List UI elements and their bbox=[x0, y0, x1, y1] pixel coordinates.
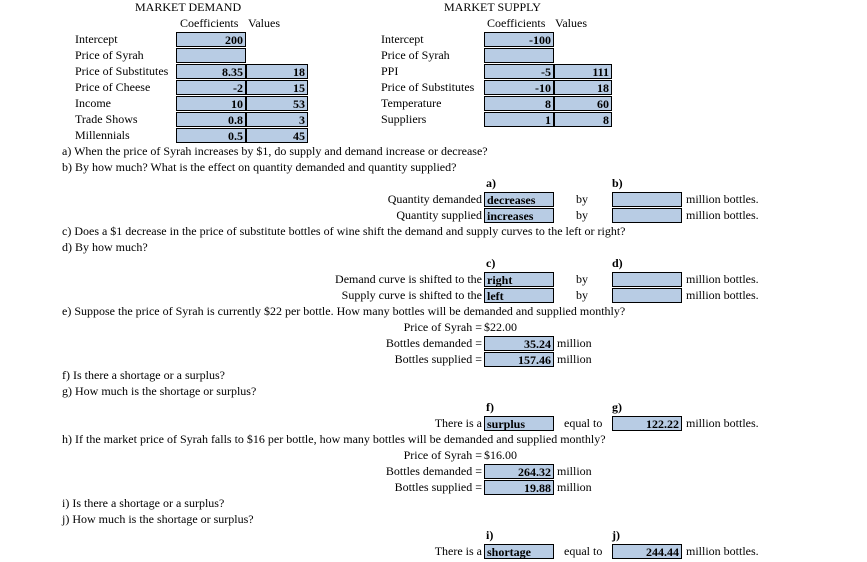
supply-value-ppi[interactable]: 111 bbox=[554, 64, 612, 79]
tag-a: a) bbox=[486, 176, 496, 190]
supply-label-ppi: PPI bbox=[381, 64, 399, 78]
supply-shift-by: by bbox=[576, 288, 588, 302]
supply-coef-price-syrah[interactable] bbox=[484, 48, 554, 63]
demand-shift-unit: million bottles. bbox=[686, 272, 759, 286]
question-c: c) Does a $1 decrease in the price of substitute bottles of wine shift the demand and supply curves to the left or right? bbox=[62, 224, 626, 238]
f-answer[interactable]: surplus bbox=[484, 416, 554, 431]
h-price-label: Price of Syrah = bbox=[403, 448, 482, 462]
qty-demanded-amount[interactable] bbox=[612, 192, 682, 207]
question-d: d) By how much? bbox=[62, 240, 148, 254]
demand-shift-by: by bbox=[576, 272, 588, 286]
supply-shift-amount[interactable] bbox=[612, 288, 682, 303]
g-unit: million bottles. bbox=[686, 416, 759, 430]
demand-col-coefficients: Coefficients bbox=[180, 16, 239, 30]
g-amount[interactable]: 122.22 bbox=[612, 416, 682, 431]
qty-supplied-unit: million bottles. bbox=[686, 208, 759, 222]
demand-coef-price-cheese[interactable]: -2 bbox=[176, 80, 246, 95]
demand-shift-answer[interactable]: right bbox=[484, 272, 554, 287]
h-demanded-label: Bottles demanded = bbox=[385, 464, 482, 478]
demand-value-price-substitutes[interactable]: 18 bbox=[246, 64, 308, 79]
supply-shift-answer[interactable]: left bbox=[484, 288, 554, 303]
tag-b: b) bbox=[612, 176, 623, 190]
demand-value-price-cheese[interactable]: 15 bbox=[246, 80, 308, 95]
question-g: g) How much is the shortage or surplus? bbox=[62, 384, 257, 398]
h-demanded-unit: million bbox=[557, 464, 592, 478]
question-e: e) Suppose the price of Syrah is currently $22 per bottle. How many bottles will be demanded and supplied monthly? bbox=[62, 304, 626, 318]
demand-label-income: Income bbox=[75, 96, 111, 110]
demand-coef-millennials[interactable]: 0.5 bbox=[176, 128, 246, 143]
supply-coef-temperature[interactable]: 8 bbox=[484, 96, 554, 111]
supply-coef-suppliers[interactable]: 1 bbox=[484, 112, 554, 127]
demand-coef-price-substitutes[interactable]: 8.35 bbox=[176, 64, 246, 79]
demand-label-intercept: Intercept bbox=[75, 32, 118, 46]
demand-value-income[interactable]: 53 bbox=[246, 96, 308, 111]
f-there-is-label: There is a bbox=[434, 416, 482, 430]
demand-label-trade-shows: Trade Shows bbox=[75, 112, 138, 126]
i-there-is-label: There is a bbox=[434, 544, 482, 558]
supply-label-intercept: Intercept bbox=[381, 32, 424, 46]
supply-coef-ppi[interactable]: -5 bbox=[484, 64, 554, 79]
h-demanded-value[interactable]: 264.32 bbox=[484, 464, 554, 479]
e-supplied-unit: million bbox=[557, 352, 592, 366]
e-supplied-label: Bottles supplied = bbox=[394, 352, 482, 366]
supply-coef-price-substitutes[interactable]: -10 bbox=[484, 80, 554, 95]
supply-col-values: Values bbox=[555, 16, 587, 30]
qty-supplied-amount[interactable] bbox=[612, 208, 682, 223]
demand-coef-trade-shows[interactable]: 0.8 bbox=[176, 112, 246, 127]
tag-c: c) bbox=[486, 256, 496, 270]
demand-value-trade-shows[interactable]: 3 bbox=[246, 112, 308, 127]
demand-label-price-syrah: Price of Syrah bbox=[75, 48, 144, 62]
tag-f: f) bbox=[486, 400, 494, 414]
h-supplied-unit: million bbox=[557, 480, 592, 494]
e-demanded-label: Bottles demanded = bbox=[385, 336, 482, 350]
qty-demanded-unit: million bottles. bbox=[686, 192, 759, 206]
supply-value-suppliers[interactable]: 8 bbox=[554, 112, 612, 127]
qty-demanded-by: by bbox=[576, 192, 588, 206]
supply-label-suppliers: Suppliers bbox=[381, 112, 427, 126]
question-a: a) When the price of Syrah increases by $1, do supply and demand increase or decrease? bbox=[62, 144, 488, 158]
h-supplied-value[interactable]: 19.88 bbox=[484, 480, 554, 495]
e-price-label: Price of Syrah = bbox=[403, 320, 482, 334]
e-price-value: $22.00 bbox=[484, 320, 517, 334]
qty-supplied-label: Quantity supplied bbox=[396, 208, 482, 222]
j-equal-to: equal to bbox=[564, 544, 603, 558]
demand-label-price-substitutes: Price of Substitutes bbox=[75, 64, 169, 78]
supply-shift-unit: million bottles. bbox=[686, 288, 759, 302]
demand-value-millennials[interactable]: 45 bbox=[246, 128, 308, 143]
supply-value-temperature[interactable]: 60 bbox=[554, 96, 612, 111]
tag-i: i) bbox=[486, 528, 494, 542]
supply-label-price-syrah: Price of Syrah bbox=[381, 48, 450, 62]
tag-d: d) bbox=[612, 256, 623, 270]
question-b: b) By how much? What is the effect on quantity demanded and quantity supplied? bbox=[62, 160, 457, 174]
supply-label-temperature: Temperature bbox=[381, 96, 442, 110]
supply-shift-label: Supply curve is shifted to the bbox=[341, 288, 482, 302]
demand-shift-amount[interactable] bbox=[612, 272, 682, 287]
e-demanded-unit: million bbox=[557, 336, 592, 350]
g-equal-to: equal to bbox=[564, 416, 603, 430]
qty-demanded-label: Quantity demanded bbox=[387, 192, 482, 206]
demand-shift-label: Demand curve is shifted to the bbox=[335, 272, 482, 286]
demand-coef-income[interactable]: 10 bbox=[176, 96, 246, 111]
h-supplied-label: Bottles supplied = bbox=[394, 480, 482, 494]
j-amount[interactable]: 244.44 bbox=[612, 544, 682, 559]
qty-demanded-answer[interactable]: decreases bbox=[484, 192, 554, 207]
demand-title: MARKET DEMAND bbox=[135, 0, 242, 14]
demand-coef-intercept[interactable]: 200 bbox=[176, 32, 246, 47]
question-h: h) If the market price of Syrah falls to $16 per bottle, how many bottles will be demanded and supplied monthly? bbox=[62, 432, 606, 446]
question-j: j) How much is the shortage or surplus? bbox=[62, 512, 254, 526]
supply-value-price-substitutes[interactable]: 18 bbox=[554, 80, 612, 95]
h-price-value: $16.00 bbox=[484, 448, 517, 462]
i-answer[interactable]: shortage bbox=[484, 544, 554, 559]
e-supplied-value[interactable]: 157.46 bbox=[484, 352, 554, 367]
qty-supplied-by: by bbox=[576, 208, 588, 222]
demand-label-price-cheese: Price of Cheese bbox=[75, 80, 151, 94]
tag-g: g) bbox=[612, 400, 622, 414]
supply-title: MARKET SUPPLY bbox=[444, 0, 541, 14]
j-unit: million bottles. bbox=[686, 544, 759, 558]
demand-col-values: Values bbox=[248, 16, 280, 30]
supply-coef-intercept[interactable]: -100 bbox=[484, 32, 554, 47]
question-i: i) Is there a shortage or a surplus? bbox=[62, 496, 225, 510]
demand-label-millennials: Millennials bbox=[75, 128, 130, 142]
qty-supplied-answer[interactable]: increases bbox=[484, 208, 554, 223]
question-f: f) Is there a shortage or a surplus? bbox=[62, 368, 225, 382]
e-demanded-value[interactable]: 35.24 bbox=[484, 336, 554, 351]
tag-j: j) bbox=[612, 528, 620, 542]
supply-col-coefficients: Coefficients bbox=[487, 16, 546, 30]
demand-coef-price-syrah[interactable] bbox=[176, 48, 246, 63]
supply-label-price-substitutes: Price of Substitutes bbox=[381, 80, 475, 94]
